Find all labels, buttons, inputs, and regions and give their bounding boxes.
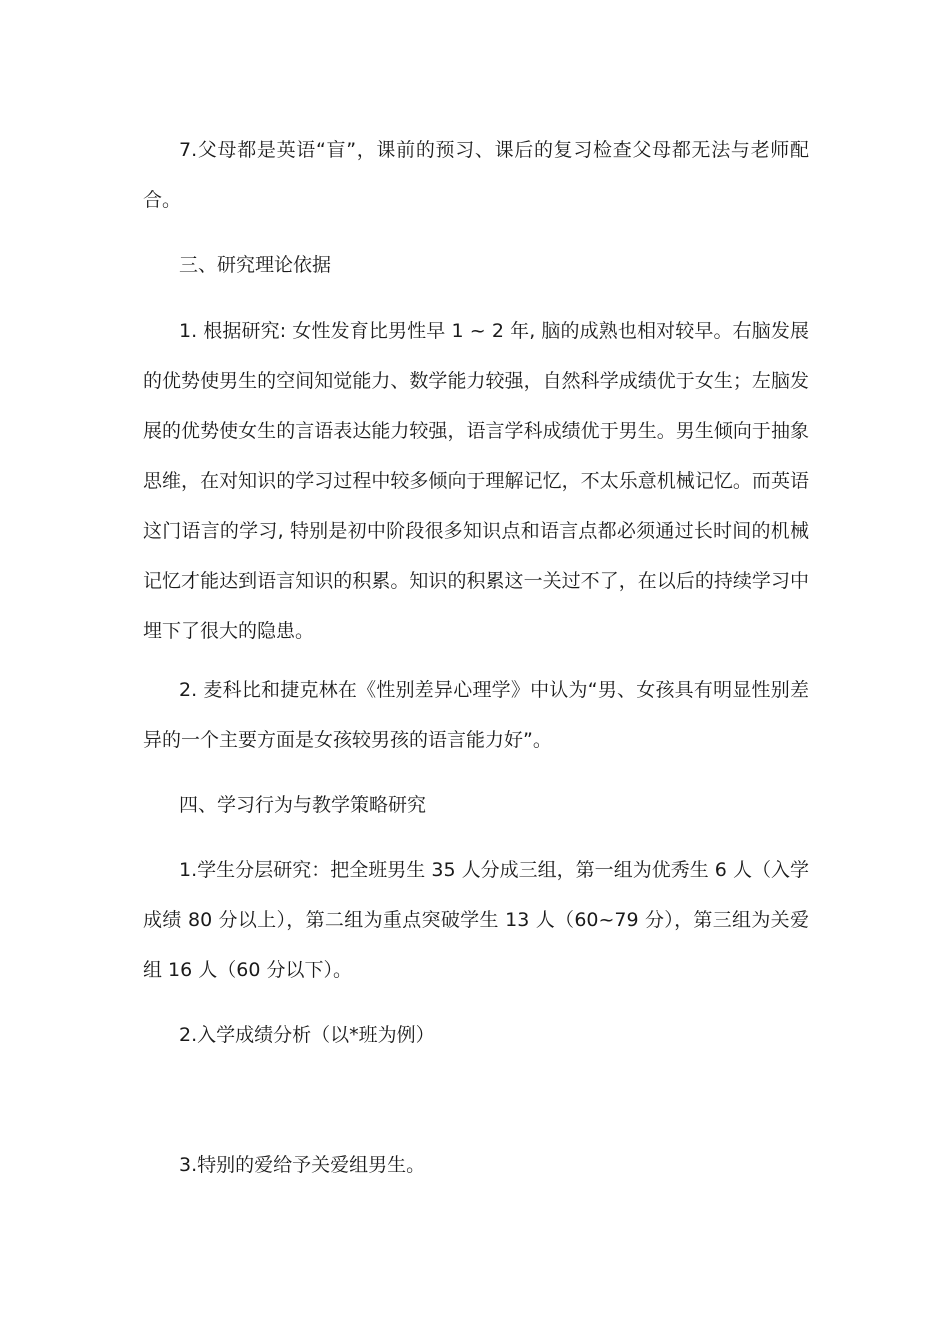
paragraph-special-care: 3.特别的爱给予关爱组男生。 <box>179 1154 426 1176</box>
section-heading-strategy: 四、学习行为与教学策略研究 <box>179 794 427 816</box>
paragraph-parent-english: 7.父母都是英语“盲”，课前的预习、课后的复习检查父母都无法与老师配合。 <box>143 139 809 211</box>
paragraph-student-layering: 1.学生分层研究：把全班男生 35 人分成三组，第一组为优秀生 6 人（入学成绩 80 分以上），第二组为重点突破学生 13 人（60~79 分），第三组为关爱组 16 人（60 分以下）。 <box>143 859 809 981</box>
paragraph-theory-2: 2. 麦科比和捷克林在《性别差异心理学》中认为“男、女孩具有明显性别差异的一个主要方面是女孩较男孩的语言能力好”。 <box>143 679 809 751</box>
paragraph-theory-1: 1. 根据研究: 女性发育比男性早 1 ~ 2 年, 脑的成熟也相对较早。右脑发展的优势使男生的空间知觉能力、数学能力较强，自然科学成绩优于女生；左脑发展的优势使女生的言语表达能力较强，语言学科成绩优于男生。男生倾向于抽象思维，在对知识的学习过程中较多倾向于理解记忆，不太乐意机械记忆。而英语这门语言的学习, 特别是初中阶段很多知识点和语言点都必须通过长时间的机械记忆才能达到语言知识的积累。知识的积累这一关过不了，在以后的持续学习中埋下了很大的隐患。 <box>143 320 809 642</box>
paragraph-entrance-analysis: 2.入学成绩分析（以*班为例） <box>179 1024 435 1046</box>
section-heading-theory: 三、研究理论依据 <box>179 254 332 276</box>
